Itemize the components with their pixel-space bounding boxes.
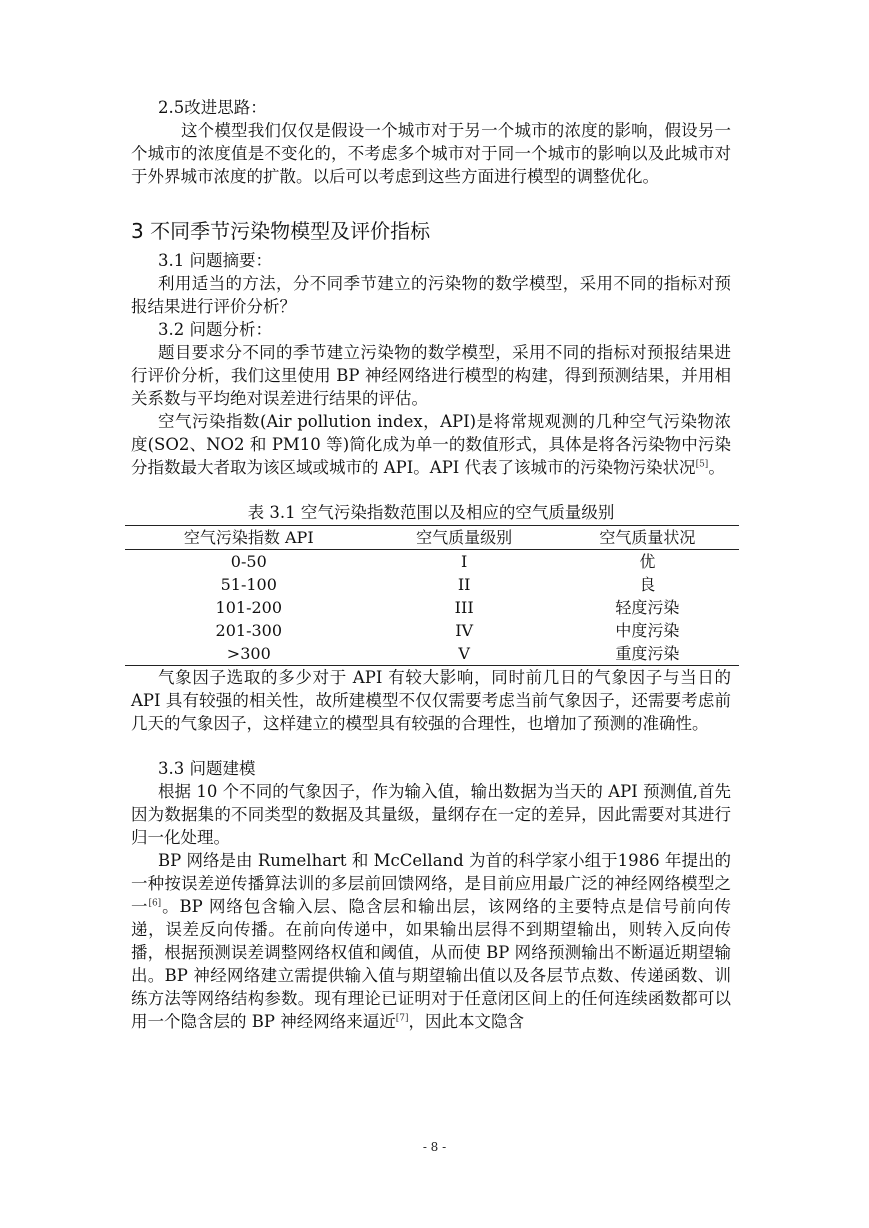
table-cell: I (460, 551, 468, 571)
table-cell: 重度污染 (556, 642, 739, 666)
table-cell: 0-50 (230, 551, 267, 571)
section-3-2-body-2 (131, 410, 731, 479)
page-content (131, 96, 731, 1033)
section-2-5-body: 这个模型我们仅仅是假设一个城市对于另一个城市的浓度的影响，假设另一个城市的浓度值是不变化的，不考虑多个城市对于同一个城市的影响以及此城市对于外界城市浓度的扩散。以后可以考虑到这些方面进行模型的调整优化。 (131, 121, 731, 186)
bp-network-continuation: ，因此本文隐含 (408, 1012, 524, 1031)
page-number: - 8 - (422, 1140, 447, 1154)
bp-network-description: 。BP 网络包含输入层、隐含层和输出层，该网络的主要特点是信号前向传递，误差反向传播。在前向传递中，如果输出层得不到期望输出，则转入反向传播，根据预测误差调整网络权值和阈值，从而使 BP 网络预测输出不断逼近期望输出。BP 神经网络建立需提供输入值与期望输出值以及各层节点数、传递函数、训练方法等网络结构参数。现有理论已证明对于任意闭区间上的任何连续函数都可以用一个隐含层的 BP 神经网络来逼近 (131, 897, 731, 1031)
table-row (125, 642, 739, 666)
table-cell: 201-300 (215, 620, 283, 640)
section-3-2-body-1: 题目要求分不同的季节建立污染物的数学模型，采用不同的指标对预报结果进行评价分析，我们这里使用 BP 神经网络进行模型的构建，得到预测结果，并用相关系数与平均绝对误差进行结果的评估。 (131, 343, 731, 408)
section-3-3-paragraph-1: 根据 10 个不同的气象因子，作为输入值，输出数据为当天的 API 预测值,首先因为数据集的不同类型的数据及其量级，量纲存在一定的差异，因此需要对其进行归一化处理。 (131, 782, 731, 847)
table-cell: 中度污染 (615, 620, 680, 640)
bp-network-intro: BP 网络是由 Rumelhart 和 McCelland 为首的科学家小组于1986 年提出的一种按误差逆传播算法训的多层前回馈网络，是目前应用最广泛的神经网络模型之一 (131, 851, 731, 916)
table-row (125, 596, 739, 619)
column-header-level: 空气质量级别 (373, 526, 556, 550)
table-cell: 优 (639, 551, 656, 571)
table-cell: II (457, 574, 471, 594)
column-header-status: 空气质量状况 (556, 526, 739, 550)
section-3-3-heading: 3.3 问题建模 (158, 759, 256, 778)
after-table-paragraph: 气象因子选取的多少对于 API 有较大影响，同时前几日的气象因子与当日的 API 具有较强的相关性，故所建模型不仅仅需要考虑当前气象因子，还需要考虑前几天的气象因子，这样建立的模型具有较强的合理性，也增加了预测的准确性。 (131, 668, 731, 733)
table-cell: V (373, 642, 556, 666)
table-cell: 51-100 (220, 574, 277, 594)
citation-6[interactable]: [6] (148, 898, 162, 909)
citation-5[interactable]: [5] (695, 459, 709, 470)
citation-7[interactable]: [7] (395, 1013, 409, 1024)
api-definition-text: 空气污染指数(Air pollution index，API)是将常规观测的几种空气污染物浓度(SO2、NO2 和 PM10 等)简化成为单一的数值形式，具体是将各污染物中污染分指数最大者取为该区域或城市的 API。API 代表了该城市的污染物污染状况 (131, 412, 731, 477)
section-3-1-body: 利用适当的方法，分不同季节建立的污染物的数学模型，采用不同的指标对预报结果进行评价分析？ (131, 274, 731, 316)
table-cell: III (454, 597, 474, 617)
table-row (125, 550, 739, 574)
table-cell: IV (455, 620, 474, 640)
table-cell: 轻度污染 (615, 597, 680, 617)
table-cell: 良 (639, 574, 656, 594)
api-table (125, 525, 739, 666)
column-header-api: 空气污染指数 API (125, 526, 373, 550)
paragraph-spacer (131, 735, 731, 757)
table-row (125, 619, 739, 642)
table-row (125, 573, 739, 596)
table-header-row (125, 526, 739, 550)
table-caption: 表 3.1 空气污染指数范围以及相应的空气质量级别 (247, 503, 615, 522)
section-3-1-heading: 3.1 问题摘要： (158, 251, 272, 270)
section-3-3-paragraph-2 (131, 849, 731, 1033)
table-cell: 101-200 (215, 597, 283, 617)
section-3-title: 3 不同季节污染物模型及评价指标 (131, 219, 431, 243)
api-definition-end: 。 (708, 458, 725, 477)
section-2-5-heading: 2.5改进思路： (158, 98, 267, 117)
table-cell: >300 (125, 642, 373, 666)
section-3-2-heading: 3.2 问题分析： (158, 320, 272, 339)
